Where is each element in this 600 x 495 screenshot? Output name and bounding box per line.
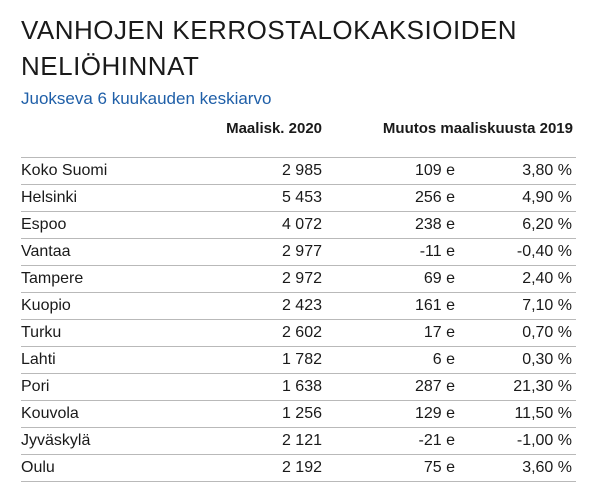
change-eur-cell: 129 e [414, 405, 455, 422]
change-pct-cell: 3,60 % [522, 459, 572, 476]
city-cell: Pori [21, 378, 50, 395]
change-eur-cell: 161 e [414, 297, 455, 314]
change-pct-cell: 0,30 % [522, 351, 572, 368]
city-cell: Tampere [21, 270, 84, 287]
change-pct-cell: 3,80 % [522, 162, 572, 179]
price-table [21, 157, 576, 482]
change-eur-cell: 69 e [423, 270, 455, 287]
table-row [21, 238, 576, 265]
chart-subtitle: Juokseva 6 kuukauden keskiarvo [21, 89, 272, 108]
column-header-price: Maalisk. 2020 [226, 120, 322, 137]
change-pct-cell: 7,10 % [522, 297, 572, 314]
price-cell: 2 985 [281, 162, 322, 179]
change-pct-cell: 2,40 % [522, 270, 572, 287]
table-row [21, 427, 576, 454]
price-cell: 4 072 [281, 216, 322, 233]
change-pct-cell: -1,00 % [516, 432, 572, 449]
column-header-change: Muutos maaliskuusta 2019 [382, 120, 573, 137]
change-eur-cell: 17 e [423, 324, 455, 341]
price-cell: 2 121 [281, 432, 322, 449]
chart-title: VANHOJEN KERROSTALOKAKSIOIDEN NELIÖHINNAT [21, 15, 518, 81]
change-eur-cell: 238 e [414, 216, 455, 233]
table-row [21, 184, 576, 211]
city-cell: Koko Suomi [21, 162, 108, 179]
change-pct-cell: 4,90 % [522, 189, 572, 206]
price-cell: 2 192 [281, 459, 322, 476]
price-cell: 2 972 [281, 270, 322, 287]
city-cell: Kuopio [21, 297, 71, 314]
change-pct-cell: 11,50 % [514, 405, 572, 422]
change-pct-cell: 0,70 % [522, 324, 572, 341]
city-cell: Oulu [21, 459, 55, 476]
price-cell: 5 453 [281, 189, 322, 206]
price-cell: 2 977 [281, 243, 322, 260]
table-row [21, 157, 576, 184]
city-cell: Espoo [21, 216, 67, 233]
city-cell: Kouvola [21, 405, 79, 422]
change-eur-cell: 75 e [423, 459, 455, 476]
table-row [21, 292, 576, 319]
city-cell: Vantaa [21, 243, 71, 260]
price-cell: 1 638 [281, 378, 322, 395]
table-row [21, 346, 576, 373]
change-eur-cell: 6 e [432, 351, 455, 368]
change-pct-cell: -0,40 % [516, 243, 572, 260]
price-cell: 1 782 [281, 351, 322, 368]
change-pct-cell: 6,20 % [522, 216, 572, 233]
price-cell: 2 602 [281, 324, 322, 341]
table-row [21, 265, 576, 292]
change-eur-cell: -21 e [418, 432, 455, 449]
change-eur-cell: 109 e [414, 162, 455, 179]
change-eur-cell: 287 e [414, 378, 455, 395]
table-row [21, 400, 576, 427]
city-cell: Turku [21, 324, 62, 341]
change-eur-cell: -11 e [419, 243, 455, 260]
table-row [21, 454, 576, 482]
city-cell: Helsinki [21, 189, 78, 206]
change-pct-cell: 21,30 % [513, 378, 572, 395]
price-cell: 1 256 [281, 405, 322, 422]
table-row [21, 319, 576, 346]
table-row [21, 211, 576, 238]
city-cell: Lahti [21, 351, 56, 368]
change-eur-cell: 256 e [414, 189, 455, 206]
price-cell: 2 423 [281, 297, 322, 314]
city-cell: Jyväskylä [21, 432, 91, 449]
table-row [21, 373, 576, 400]
